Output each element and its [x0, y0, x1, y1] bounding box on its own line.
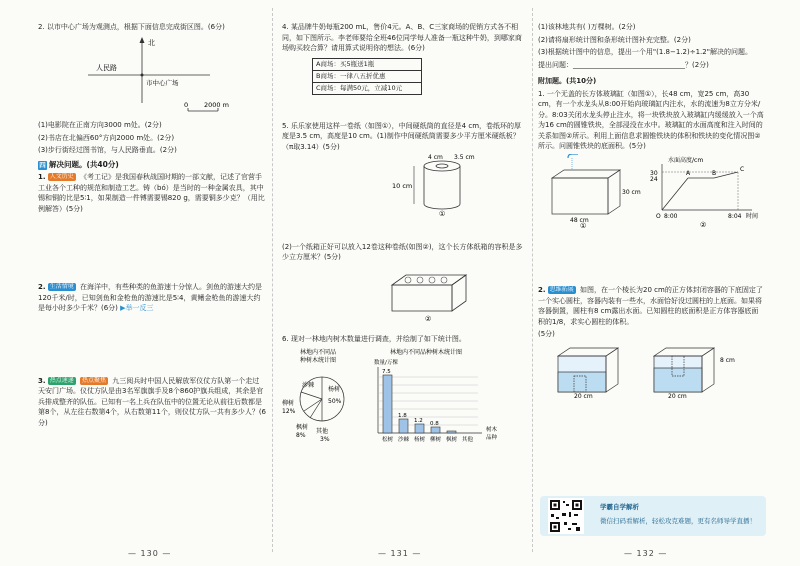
scale-zero: 0	[184, 100, 189, 109]
bar-poplar	[415, 424, 424, 433]
page-number: — 131 —	[378, 549, 422, 558]
category-tag: 热点聚焦	[82, 376, 107, 384]
bar-maple	[447, 431, 456, 433]
problem-text: 在海洋中，有些种类的鱼游速十分惊人。剑鱼的游速大约是120千米/时，已知剑鱼和金枪鱼的游速比是5∶4，黄鳍金枪鱼的游速大约是每小时多少千米？(6分)	[38, 283, 263, 312]
roll-diameter: 4 cm	[428, 154, 443, 161]
page-divider	[272, 8, 273, 552]
bar-pine	[383, 375, 392, 433]
graph-xtick: 8:04	[728, 212, 742, 220]
qr-code-icon[interactable]	[548, 498, 584, 534]
pie-label: 其他	[316, 427, 329, 435]
category-tag: 热点速递	[49, 376, 74, 384]
graph-xtick: 8:00	[664, 212, 678, 220]
problem-3	[38, 376, 266, 429]
graph-segment-oa	[662, 178, 688, 210]
cube-side-right: 20 cm	[668, 392, 687, 398]
graph-origin: O	[656, 212, 661, 220]
problem-text: 如图，在一个棱长为20 cm的正方体封闭容器的下底固定了一个实心圆柱，容器内装有一些水，水面恰好没过圆柱的上底面。如果将容器倒置，圆柱有8 cm露出水面。已知圆柱的底面积是正方体容器底面积的1/8，求实心圆柱的体积。	[538, 286, 763, 326]
cube-gap: 8 cm	[720, 356, 735, 364]
pie-percent: 8%	[296, 431, 306, 439]
figure-label: ①	[580, 221, 587, 228]
page-132	[538, 22, 764, 401]
bar-ylabel: 数量/万棵	[374, 359, 398, 366]
q6-item: (2)请将扇形统计图和条形统计图补充完整。(2分)	[538, 35, 691, 44]
north-arrow-icon	[140, 37, 145, 43]
pie-label: 枫树	[296, 423, 309, 431]
page-divider	[532, 8, 533, 552]
q6-item: (3)根据统计图中的信息，提出一个用"(1.8−1.2)÷1.2"解决的问题。	[538, 48, 752, 56]
problem-number: 3.	[38, 376, 46, 385]
tank-height: 30 cm	[622, 188, 641, 196]
extra-problem-2	[538, 285, 764, 327]
page-131	[282, 22, 526, 450]
center-label: 市中心广场	[146, 78, 179, 87]
q6-item: 提出问题：________________________________？(2分)	[538, 60, 709, 69]
graph-segment-bc	[712, 169, 738, 178]
bar-value-label: 0.8	[430, 420, 439, 427]
category-tag: 生活情境	[49, 283, 74, 290]
figure-label: ②	[700, 220, 707, 228]
page-number: — 132 —	[624, 549, 668, 558]
question-5: 5. 乐乐家使用这样一卷纸（如图①），中间硬纸筒的直径是4 cm，卷纸环的厚度是3.5 cm，高度是10 cm。(1)制作中间硬纸筒需要多少平方厘米硬纸板？（π取3.14）(5分)	[282, 121, 522, 151]
problem-score: (5分)	[538, 330, 555, 338]
bar-gridlines	[378, 377, 478, 425]
north-label: 北	[148, 38, 155, 47]
figure-label: ①	[439, 210, 446, 218]
qr-text: 微信扫码看解析，轻松攻克难题，更有名师导学直播！	[600, 517, 756, 525]
problem-number: 2.	[38, 283, 46, 291]
q2-item: (3)步行街经过图书馆，与人民路垂直。(2分)	[38, 146, 177, 154]
problem-number: 1.	[38, 173, 46, 181]
promo-table	[312, 58, 422, 95]
bar-category: 松树	[382, 436, 394, 443]
roll-thickness: 3.5 cm	[454, 154, 475, 161]
qr-title: 学霸自学解析	[600, 503, 639, 511]
tank-length: 48 cm	[570, 216, 589, 224]
graph-point: B	[712, 169, 717, 177]
pie-title: 种树木统计图	[300, 356, 337, 364]
cube-side-left: 20 cm	[574, 392, 593, 398]
scale-length: 2000 m	[204, 100, 229, 109]
street-map	[38, 35, 266, 117]
pie-percent: 50%	[328, 397, 342, 405]
center-point	[141, 73, 144, 76]
bar-category: 沙棘	[398, 436, 410, 443]
roll-height: 10 cm	[392, 182, 413, 190]
bar-category: 枫树	[446, 436, 458, 443]
cube-left	[558, 348, 618, 392]
bar-value-label: 7.5	[382, 368, 391, 375]
toilet-roll-figure	[282, 154, 526, 218]
statistics-charts	[282, 347, 526, 447]
pie-title: 林地内不同品	[300, 348, 337, 356]
bar-willow	[431, 427, 440, 433]
figure-label: ②	[425, 314, 432, 323]
bar-category: 柳树	[430, 436, 442, 443]
graph-xtick: 时间	[746, 212, 759, 220]
extra-section-title: 附加题。(共10分)	[538, 77, 597, 85]
section-header	[38, 160, 266, 171]
problem-text: 九三阅兵时中国人民解放军仪仗方队第一个走过天安门广场。仪仗方队是由3名军旗旗手及8个860护旗兵组成，其余是官兵排成整齐的队伍。已知有一名上兵在队伍中的位置无论从前往后数都是第8个，从左往右数第4个，从右数第11个，则仪仗方队一共有多少人？(6分)	[38, 376, 266, 427]
bar-value-label: 1.8	[398, 412, 407, 419]
graph-ytick: 24	[650, 175, 658, 183]
tank-and-graph	[538, 154, 764, 228]
extra-problem-1: 1. 一个无盖的长方体玻璃缸（如图①），长48 cm，宽25 cm，高30 cm，有一个水龙头从8:00开始向玻璃缸内注水，水的流速为8立方分米/分。8:03关闭水龙头停止注水，将一块铁块放入玻璃缸内缓缓放入一个高为16 cm的圆锥铁块，全部浸没在水中。玻璃缸的水面高度和注入时间的关系如图②所示。利用上面信息求圆锥铁块的体积和铁块的变化情况图②所示。问圆锥铁块的底面积。(5分)	[538, 89, 764, 150]
practice-link: ▶举一反三	[120, 304, 154, 312]
question-4: 4. 某品牌牛奶每瓶200 mL，售价4元。A、B、C三家商场的促销方式各不相同，如下图所示。李老师要给全班46位同学每人准备一瓶这种牛奶，到哪家商场购买较合算？请用算式说明你的想法。(6分)	[282, 23, 522, 52]
category-tag: 思维拓展	[549, 286, 574, 293]
pie-label: 柳树	[282, 399, 295, 407]
problem-2	[38, 282, 266, 314]
page-130	[38, 22, 266, 430]
bar-xlabel: 树木	[486, 426, 498, 433]
question-6: 6. 现对一林地内树木数量进行调查，并绘制了如下统计图。	[282, 335, 466, 343]
pie-label: 沙棘	[302, 381, 315, 389]
problem-1	[38, 172, 266, 214]
q6-item: (1)该林地共有( )万棵树。(2分)	[538, 23, 636, 31]
promo-option: C商场：每满50元，立减10元	[316, 83, 403, 92]
promo-option: B商场：一律八五折优惠	[313, 71, 421, 83]
graph-ylabel: 水面高度/cm	[668, 156, 704, 164]
section-title: 解决问题。(共40分)	[49, 159, 119, 169]
cube-containers	[538, 342, 764, 398]
road-label: 人民路	[96, 63, 117, 72]
question-2: 2. 以市中心广场为观测点，根据下面信息完成街区图。(6分)	[38, 23, 225, 31]
faucet-icon	[568, 154, 578, 158]
carton-figure	[282, 265, 526, 323]
section-number: 四	[39, 160, 46, 169]
q2-item: (2)书店在北偏西60°方向2000 m处。(2分)	[38, 133, 175, 142]
question-5-part-2: (2)一个纸箱正好可以放入12卷这种卷纸(如图②)，这个长方体纸箱的容积是多少立方厘米？(5分)	[282, 242, 523, 261]
bar-xlabel: 品种	[486, 434, 498, 441]
problem-text: 《考工记》是我国春秋战国时期的一部文献，记述了官营手工业各个工种的规范和制造工艺。铸（bó）是当时的一种金属农具，其中锡和铜的比是5∶1，如果制造一件镈需要锡820 g，需要铜多少克？（用比例解答）(5分)	[38, 173, 265, 213]
bar-seabuckthorn	[399, 419, 408, 433]
pie-percent: 12%	[282, 407, 296, 415]
qr-banner	[540, 496, 766, 536]
pie-label: 杨树	[328, 385, 341, 393]
q2-item: (1)电影院在正南方向3000 m处。(2分)	[38, 121, 162, 129]
page-number: — 130 —	[128, 549, 172, 558]
graph-point: A	[686, 169, 691, 177]
promo-option: A商场：买5瓶送1瓶	[313, 59, 421, 71]
bar-value-label: 1.2	[414, 417, 423, 424]
bar-title: 林地内不同品种树木统计图	[390, 348, 463, 356]
cube-right	[654, 348, 714, 392]
pie-percent: 3%	[320, 435, 330, 443]
problem-number: 2.	[538, 286, 546, 294]
graph-ytick: 30	[650, 169, 658, 177]
category-tag: 人文历史	[49, 173, 74, 180]
graph-point: C	[740, 165, 745, 173]
bar-category: 其他	[462, 436, 474, 443]
bar-category: 杨树	[414, 436, 426, 443]
